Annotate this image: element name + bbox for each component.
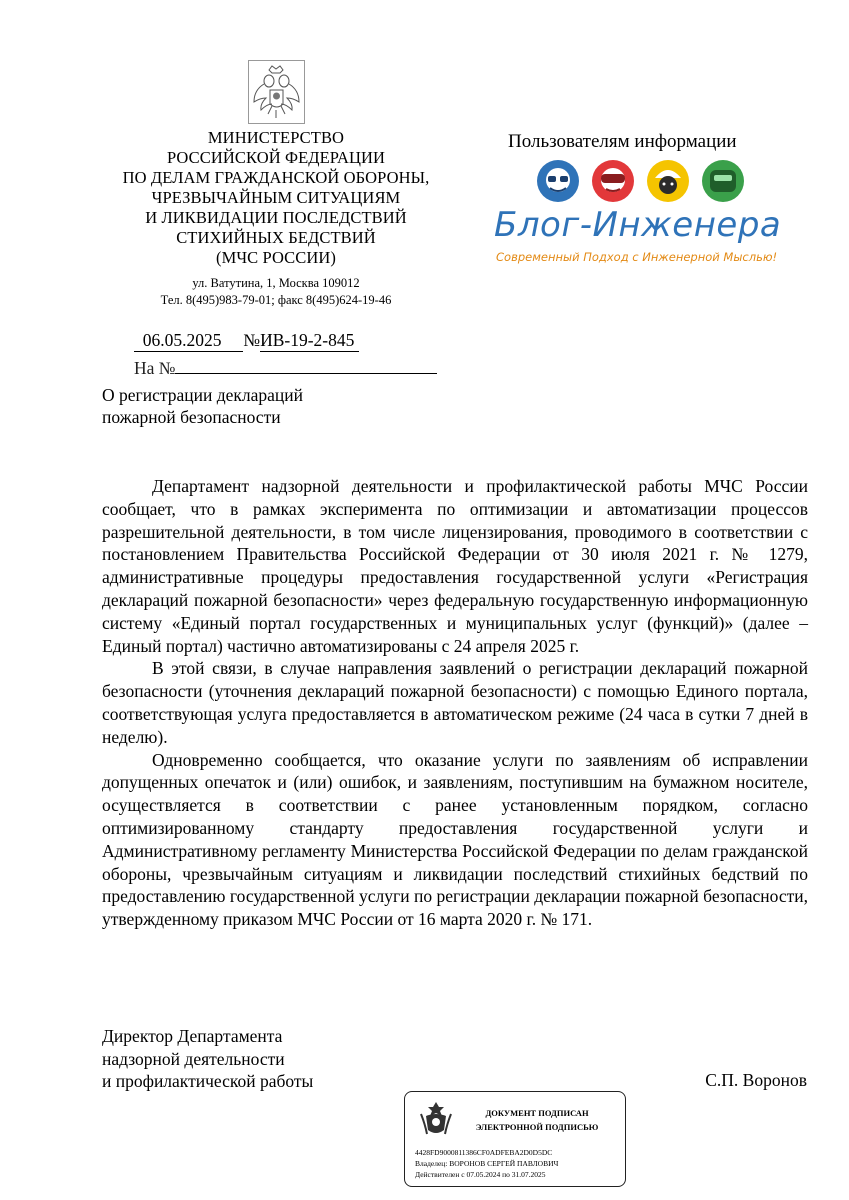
stamp-validity: Действителен с 07.05.2024 по 31.07.2025 (415, 1170, 546, 1179)
ministry-line: РОССИЙСКОЙ ФЕДЕРАЦИИ (166, 148, 386, 167)
subject-line: пожарной безопасности (102, 407, 281, 427)
phones-line: Тел. 8(495)983-79-01; факс 8(495)624-19-46 (160, 293, 392, 307)
welder-mask-icon (702, 160, 744, 202)
blog-mascot-icons (536, 158, 746, 204)
stamp-owner: Владелец: ВОРОНОВ СЕРГЕЙ ПАВЛОВИЧ (415, 1159, 559, 1168)
stamp-header-line: ДОКУМЕНТ ПОДПИСАН (485, 1108, 589, 1118)
reply-blank (175, 356, 437, 374)
blog-header-text: Пользователям информации (508, 131, 737, 152)
engineer-goggles-icon (592, 160, 634, 202)
body-paragraph: Департамент надзорной деятельности и профилактической работы МЧС России сообщает, что в рамках эксперимента по оптимизации и автоматизации процессов разрешительной деятельности, в том числе лицензирования, проводимого в соответствии с постановлением Правительства Российской Федерации от 30 июля 2021 г. № 1279, административные процедуры предоставления государственной услуги «Регистрация деклараций пожарной безопасности» через федеральную государственную информационную систему «Единый портал государственных и муниципальных услуг (функций)» (далее – Единый портал) частично автоматизированы с 24 апреля 2025 г. (102, 476, 808, 656)
signatory-title-line: и профилактической работы (102, 1071, 314, 1091)
worker-hardhat-icon (647, 160, 689, 202)
ministry-line: (МЧС РОССИИ) (215, 248, 337, 267)
ministry-line: СТИХИЙНЫХ БЕДСТВИЙ (176, 228, 376, 247)
blog-slogan: Современный Подход с Инженерной Мыслью! (496, 250, 778, 264)
russian-coat-of-arms-icon (248, 60, 305, 124)
stamp-header (457, 1106, 617, 1134)
address-line: ул. Ватутина, 1, Москва 109012 (192, 276, 360, 290)
ministry-line: ЧРЕЗВЫЧАЙНЫМ СИТУАЦИЯМ (151, 188, 401, 207)
ministry-line: МИНИСТЕРСТВО (207, 128, 345, 147)
blog-logo-text: Блог-Инженера (494, 205, 782, 245)
registration-date: 06.05.2025 (134, 330, 243, 352)
ministry-name (100, 128, 452, 268)
signatory-title (102, 1025, 313, 1093)
ministry-line: И ЛИКВИДАЦИИ ПОСЛЕДСТВИЙ (145, 208, 407, 227)
signatory-name: С.П. Воронов (705, 1070, 807, 1090)
letter-body (102, 475, 808, 931)
body-paragraph: В этой связи, в случае направления заявлений о регистрации деклараций пожарной безопасности (уточнения деклараций пожарной безопасности) с помощью Единого портала, соответствующая услуга предоставляется в автоматическом режиме (24 часа в сутки 7 дней в неделю). (102, 658, 808, 747)
body-paragraph: Одновременно сообщается, что оказание услуги по заявлениям об исправлении допущенных опечаток и (или) ошибок, и заявлениям, поступившим на бумажном носителе, осуществляется в соответствии с ранее установленным порядком, согласно оптимизированному стандарту предоставления государственной услуги и Административному регламенту Министерства Российской Федерации по делам гражданской обороны, чрезвычайным ситуациям и ликвидации последствий стихийных бедствий по предоставлению государственной услуги по регистрации декларации пожарной безопасности, утвержденному приказом МЧС России от 16 марта 2020 г. № 171. (102, 749, 808, 930)
registration-line (134, 330, 359, 352)
mchs-emblem-icon (419, 1100, 453, 1138)
reply-to-line (134, 356, 437, 379)
electronic-signature-stamp (404, 1091, 626, 1187)
signatory-title-line: надзорной деятельности (102, 1048, 285, 1069)
number-sign: № (243, 330, 261, 350)
ministry-line: ПО ДЕЛАМ ГРАЖДАНСКОЙ ОБОРОНЫ, (122, 168, 430, 187)
registration-number: ИВ-19-2-845 (260, 330, 359, 352)
stamp-header-line: ЭЛЕКТРОННОЙ ПОДПИСЬЮ (475, 1122, 599, 1132)
signatory-title-line: Директор Департамента (102, 1026, 283, 1046)
reply-label: На № (134, 358, 176, 378)
letter-subject (102, 384, 303, 428)
engineer-glasses-icon (537, 160, 579, 202)
ministry-address (100, 275, 452, 309)
stamp-certificate: 4428FD9000811386CF0ADFEBA2D0D5DC (415, 1148, 553, 1157)
subject-line: О регистрации деклараций (102, 385, 303, 405)
